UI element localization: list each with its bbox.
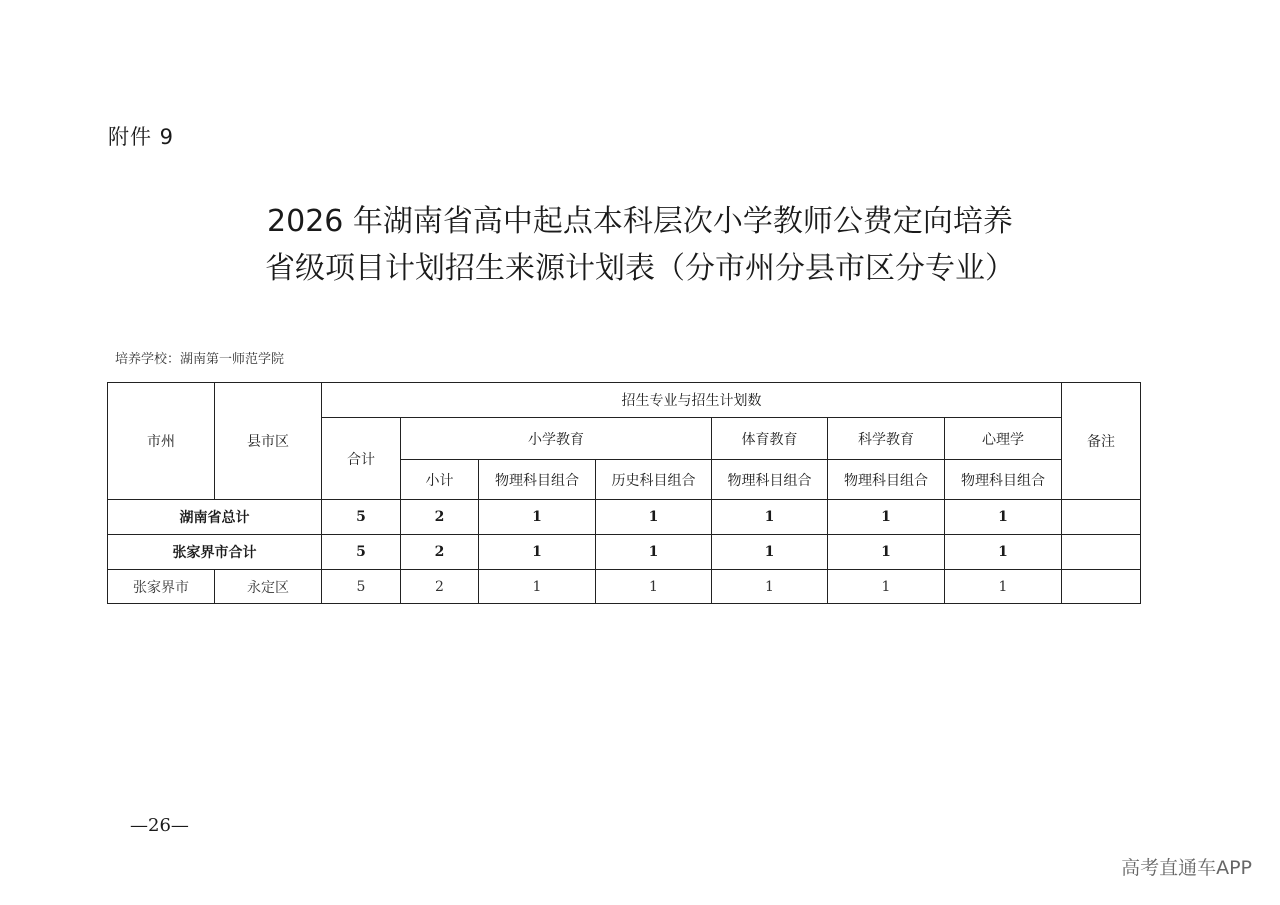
cell-total: 5 [322,535,401,570]
header-science-physics: 物理科目组合 [828,460,945,500]
header-pe-physics: 物理科目组合 [712,460,828,500]
cell-science-physics: 1 [828,570,945,604]
cell-psych-physics: 1 [945,535,1062,570]
header-major-psychology: 心理学 [945,418,1062,460]
header-city: 市州 [108,383,215,500]
row-label: 湖南省总计 [108,500,322,535]
cell-pe-physics: 1 [712,500,828,535]
cell-pe-physics: 1 [712,535,828,570]
header-row-1 [108,383,1141,418]
header-group-title: 招生专业与招生计划数 [322,383,1062,418]
cell-primary-physics: 1 [479,570,596,604]
row-label: 张家界市合计 [108,535,322,570]
watermark-text: 高考直通车APP [1121,857,1252,879]
school-line: 培养学校：湖南第一师范学院 [115,352,285,367]
cell-total: 5 [322,500,401,535]
header-major-science: 科学教育 [828,418,945,460]
cell-county: 永定区 [215,570,322,604]
cell-primary-physics: 1 [479,535,596,570]
cell-city: 张家界市 [108,570,215,604]
header-county: 县市区 [215,383,322,500]
document-title-line-1: 2026 年湖南省高中起点本科层次小学教师公费定向培养 [267,204,1013,239]
header-primary-physics: 物理科目组合 [479,460,596,500]
cell-pe-physics: 1 [712,570,828,604]
cell-total: 5 [322,570,401,604]
header-remark: 备注 [1062,383,1141,500]
province-total-row [108,500,1141,535]
city-total-row [108,535,1141,570]
cell-science-physics: 1 [828,500,945,535]
attachment-label: 附件 9 [108,125,175,149]
cell-remark [1062,570,1141,604]
header-major-primary: 小学教育 [401,418,712,460]
cell-primary-history: 1 [596,535,712,570]
cell-remark [1062,500,1141,535]
cell-subtotal: 2 [401,500,479,535]
enrollment-plan-table [107,382,1141,604]
header-major-pe: 体育教育 [712,418,828,460]
header-total: 合计 [322,418,401,500]
cell-primary-history: 1 [596,500,712,535]
cell-subtotal: 2 [401,535,479,570]
cell-remark [1062,535,1141,570]
document-title-line-2: 省级项目计划招生来源计划表（分市州分县市区分专业） [265,251,1015,286]
header-psych-physics: 物理科目组合 [945,460,1062,500]
header-primary-history: 历史科目组合 [596,460,712,500]
page-number: —26— [130,815,189,836]
cell-primary-history: 1 [596,570,712,604]
cell-science-physics: 1 [828,535,945,570]
cell-subtotal: 2 [401,570,479,604]
header-subtotal: 小计 [401,460,479,500]
cell-psych-physics: 1 [945,500,1062,535]
cell-primary-physics: 1 [479,500,596,535]
cell-psych-physics: 1 [945,570,1062,604]
county-detail-row [108,570,1141,604]
